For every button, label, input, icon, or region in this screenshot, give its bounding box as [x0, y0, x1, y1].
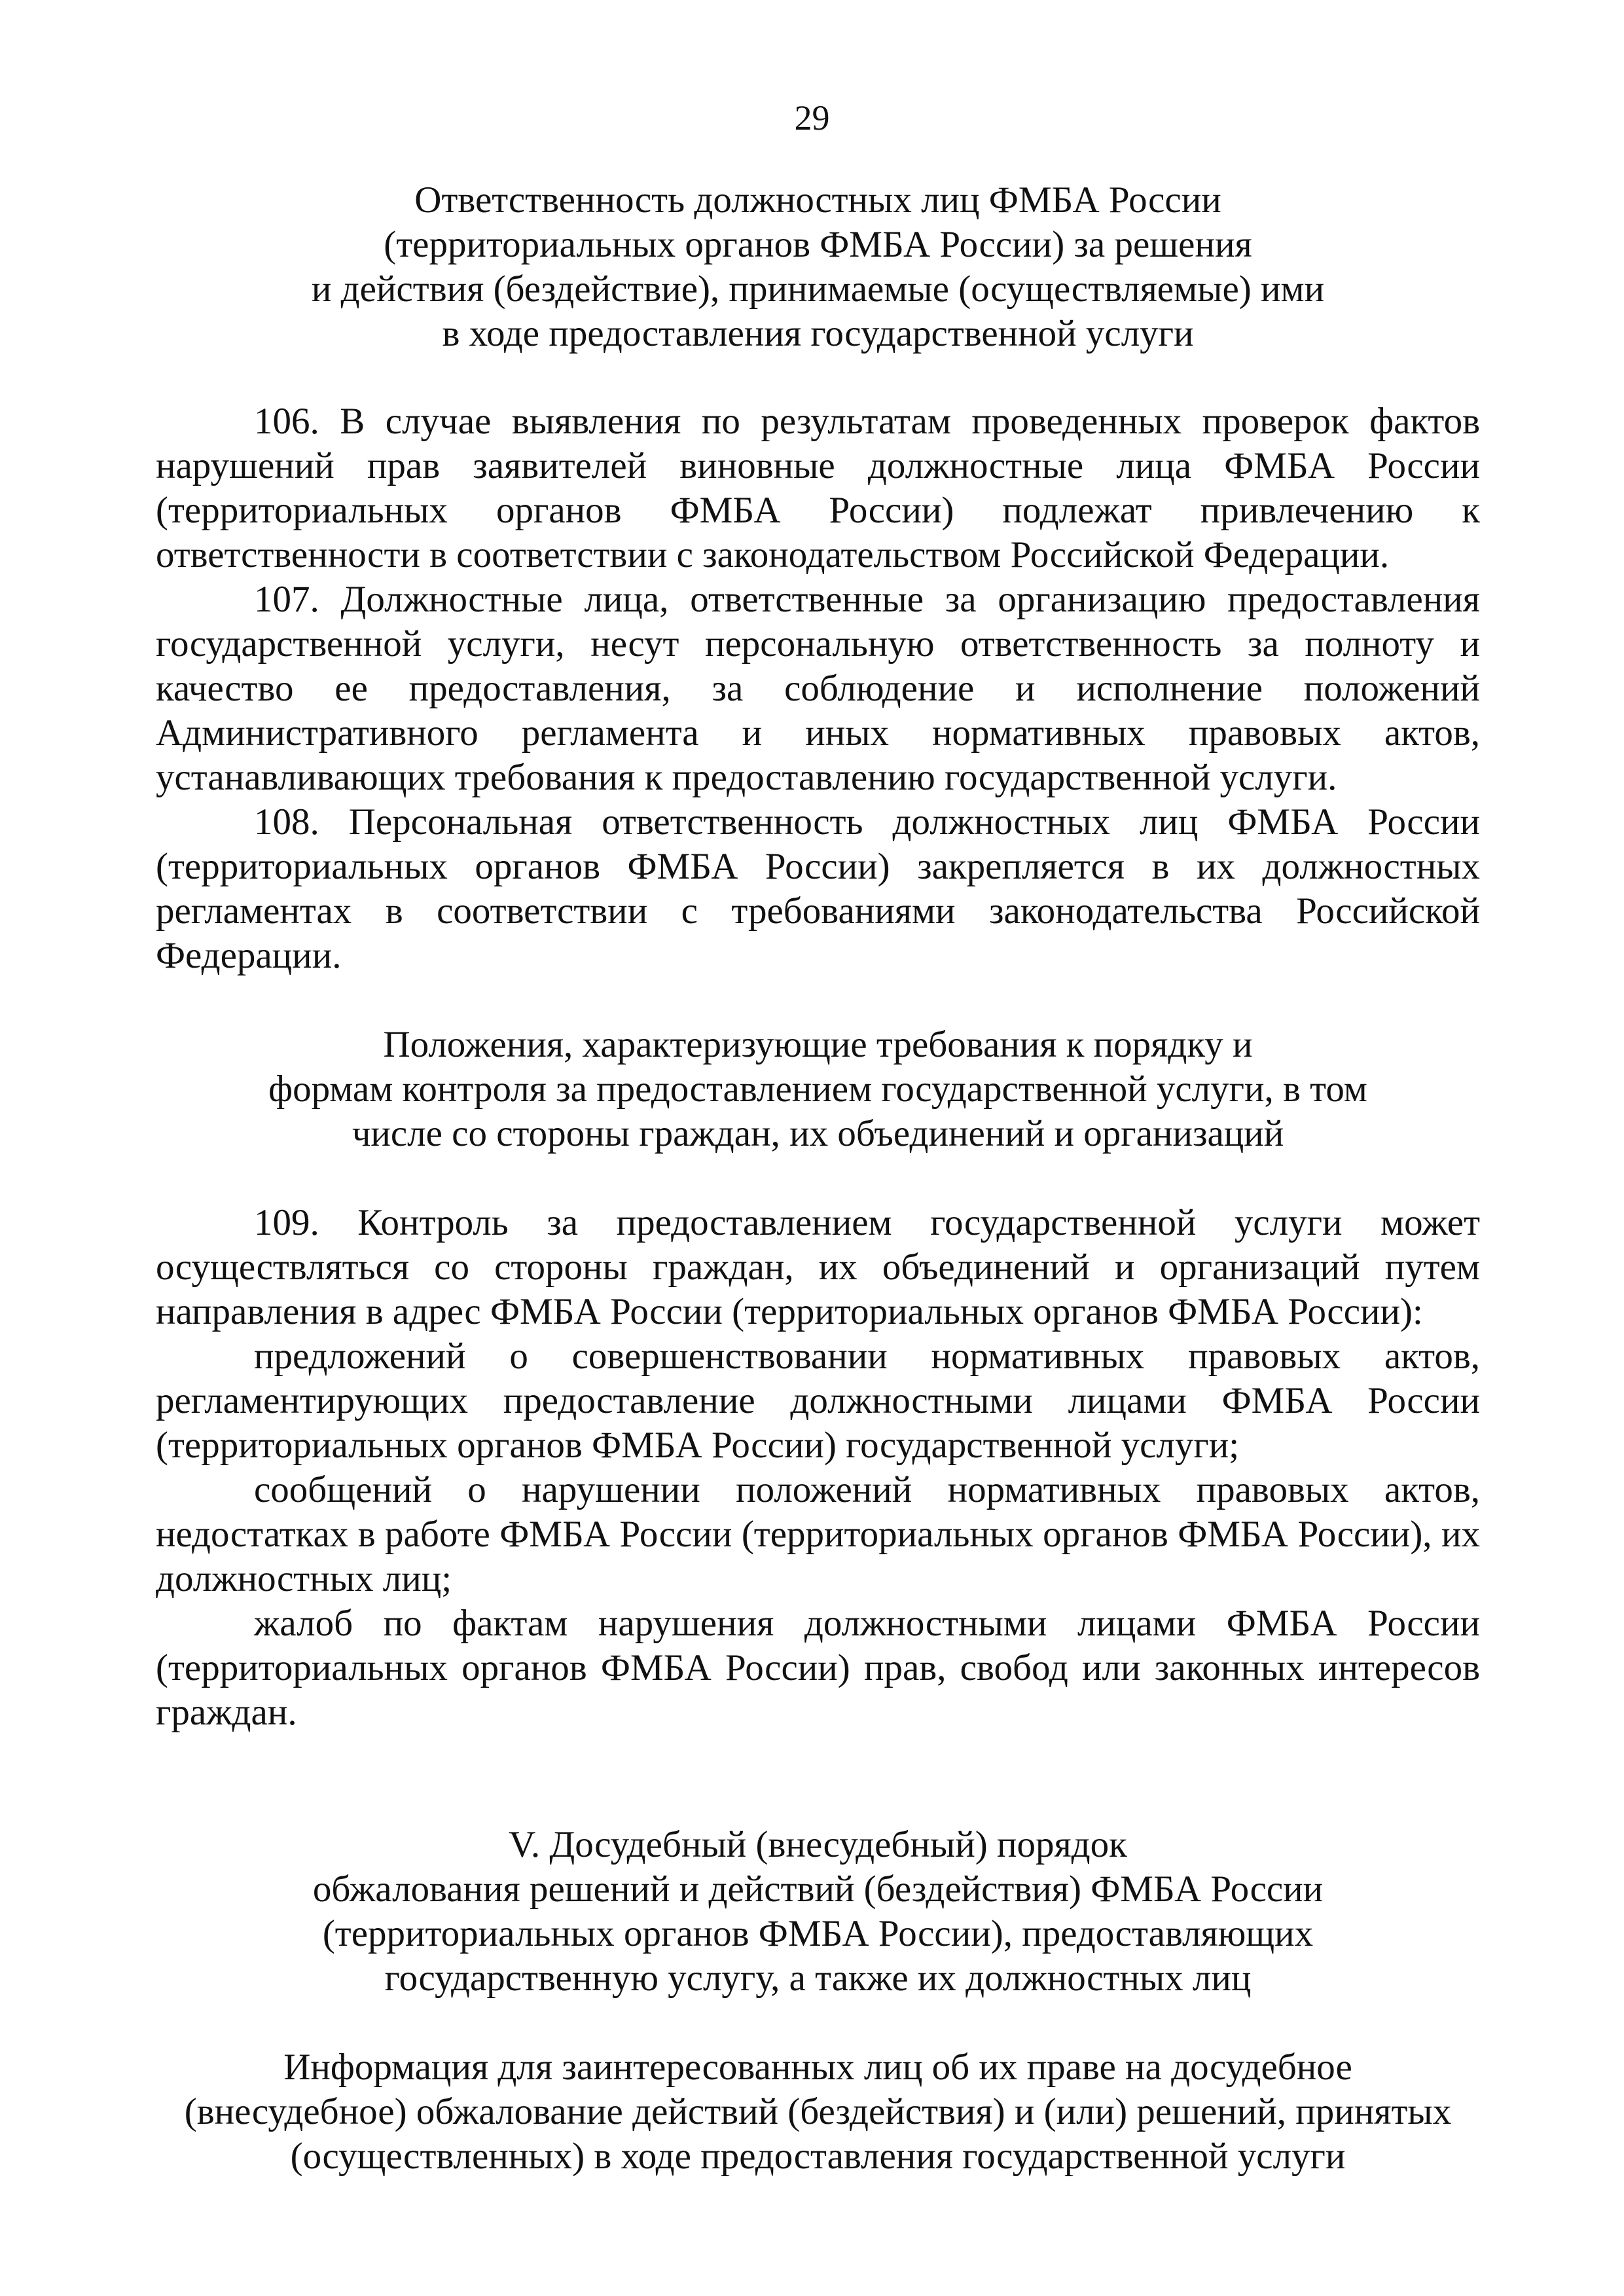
heading-line: и действия (бездействие), принимаемые (осуществляемые) ими [311, 268, 1325, 310]
paragraph-107: 107. Должностные лица, ответственные за организацию предоставления государственной услуги, несут персональную ответственность за полноту и качество ее предоставления, за соблюдение и исполнение положений Административного регламента и иных нормативных правовых актов, устанавливающих требования к предоставлению государственной услуги. [156, 579, 1480, 798]
heading-line: государственную услугу, а также их должностных лиц [384, 1958, 1252, 1999]
heading-line: Информация для заинтересованных лиц об их праве на досудебное [283, 2047, 1352, 2088]
section-heading-control [156, 1023, 1480, 1156]
chapter-heading-pretrial-appeal [156, 1823, 1480, 2001]
section-heading-responsibility [156, 178, 1480, 356]
heading-line: числе со стороны граждан, их объединений и организаций [352, 1113, 1284, 1154]
list-item-proposals: предложений о совершенствовании нормативных правовых актов, регламентирующих предоставление должностными лицами ФМБА России (территориальных органов ФМБА России) государственной услуги; [156, 1336, 1480, 1466]
page-number: 29 [794, 98, 830, 137]
heading-line: Положения, характеризующие требования к порядку и [383, 1024, 1253, 1065]
heading-line: (осуществленных) в ходе предоставления государственной услуги [290, 2136, 1346, 2177]
list-item-complaints: жалоб по фактам нарушения должностными лицами ФМБА России (территориальных органов ФМБА России) прав, свобод или законных интересов граждан. [156, 1603, 1480, 1733]
list-item-reports: сообщений о нарушении положений нормативных правовых актов, недостатках в работе ФМБА России (территориальных органов ФМБА России), их должностных лиц; [156, 1469, 1480, 1599]
paragraph-109: 109. Контроль за предоставлением государственной услуги может осуществляться со стороны граждан, их объединений и организаций путем направления в адрес ФМБА России (территориальных органов ФМБА России): [156, 1202, 1480, 1332]
heading-line: (территориальных органов ФМБА России) за решения [384, 224, 1252, 265]
heading-line: Ответственность должностных лиц ФМБА России [414, 179, 1221, 221]
heading-line: (территориальных органов ФМБА России), предоставляющих [322, 1913, 1314, 1954]
heading-line: обжалования решений и действий (бездействия) ФМБА России [312, 1868, 1324, 1910]
page-content [156, 178, 1480, 2179]
heading-line: формам контроля за предоставлением государственной услуги, в том [268, 1068, 1367, 1110]
paragraph-106: 106. В случае выявления по результатам проведенных проверок фактов нарушений прав заявителей виновные должностные лица ФМБА России (территориальных органов ФМБА России) подлежат привлечению к ответственности в соответствии с законодательством Российской Федерации. [156, 401, 1480, 575]
section-heading-information [156, 2045, 1480, 2179]
heading-line: (внесудебное) обжалование действий (бездействия) и (или) решений, принятых [184, 2091, 1452, 2132]
heading-line: в ходе предоставления государственной услуги [442, 313, 1194, 354]
paragraph-108: 108. Персональная ответственность должностных лиц ФМБА России (территориальных органов ФМБА России) закрепляется в их должностных регламентах в соответствии с требованиями законодательства Российской Федерации. [156, 801, 1480, 976]
heading-line: V. Досудебный (внесудебный) порядок [509, 1824, 1127, 1865]
